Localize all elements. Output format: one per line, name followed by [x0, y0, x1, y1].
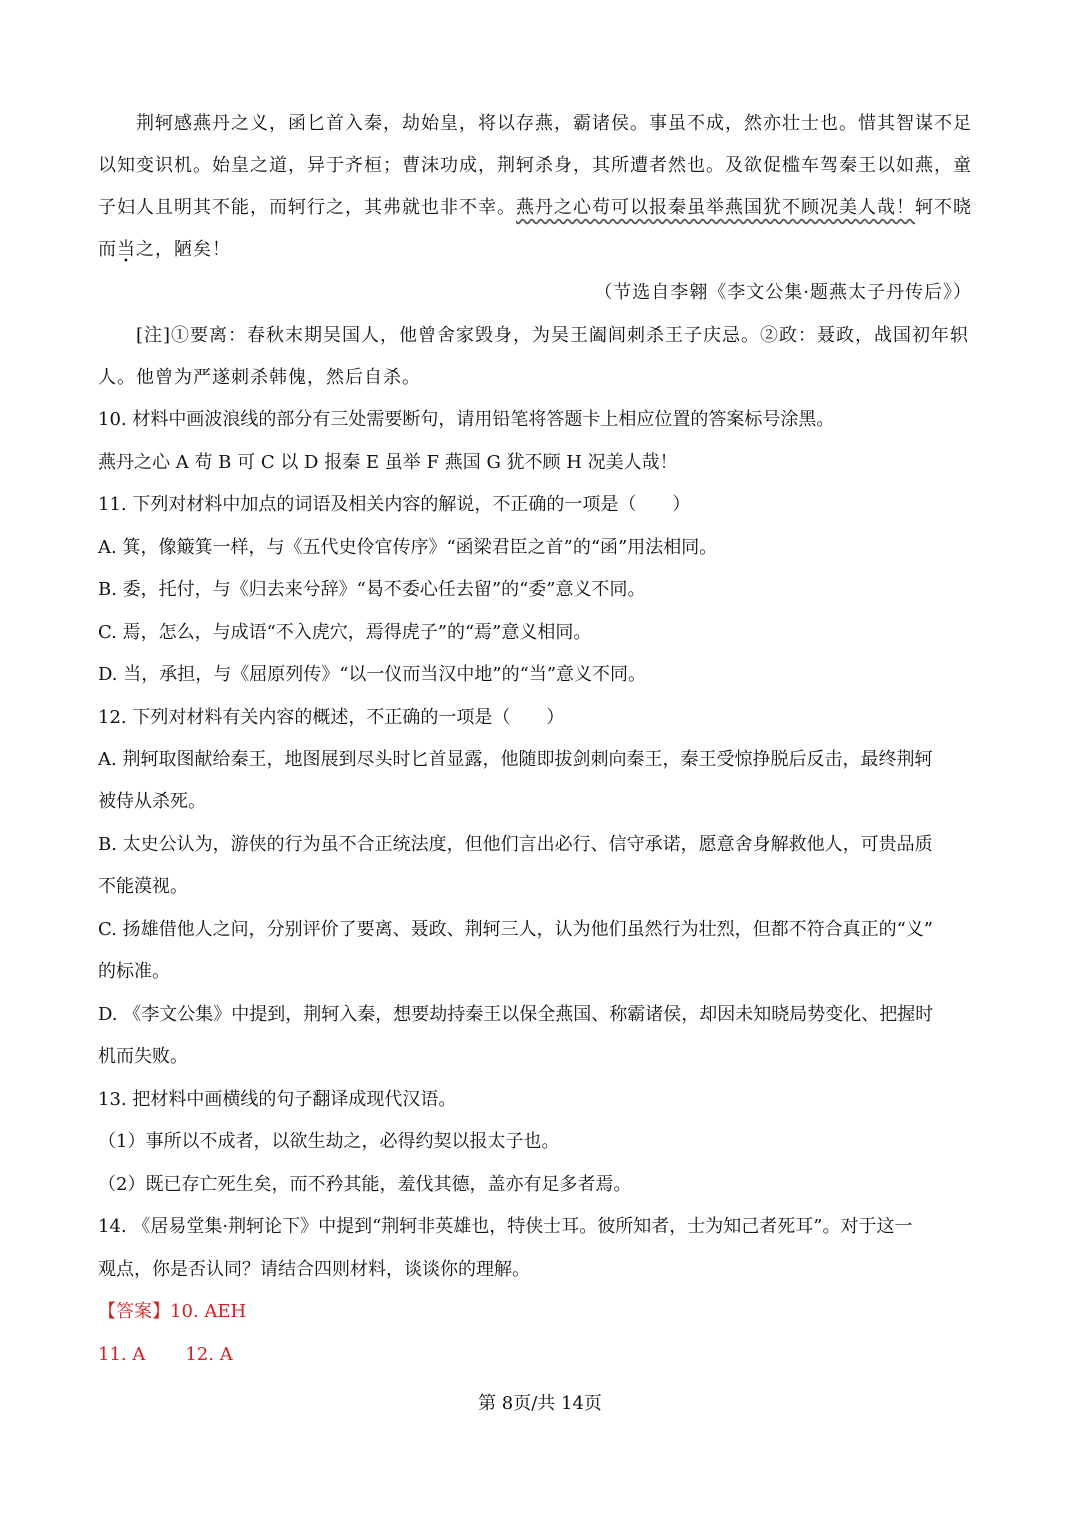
question-10-stem: 10. 材料中画波浪线的部分有三处需要断句，请用铅笔将答题卡上相应位置的答案标号涂黑。 — [98, 409, 835, 430]
question-12-option-b: B. 太史公认为，游侠的行为虽不合正统法度，但他们言出必行、信守承诺，愿意舍身解救他人，可贵品质 — [98, 834, 933, 855]
passage-line-1: 荆轲感燕丹之义，函匕首入秦，劫始皇，将以存燕，霸诸侯。事虽不成，然亦壮士也。惜其智谋不足 — [136, 113, 972, 134]
question-12-option-a: A. 荆轲取图献给秦王，地图展到尽头时匕首显露，他随即拔剑刺向秦王，秦王受惊挣脱后反击，最终荆轲 — [98, 749, 933, 770]
note-line-2: 人。他曾为严遂刺杀韩傀，然后自杀。 — [98, 367, 421, 388]
passage-source: （节选自李翱《李文公集·题燕太子丹传后》） — [594, 282, 972, 303]
question-11-stem: 11. 下列对材料中加点的词语及相关内容的解说，不正确的一项是（ ） — [98, 494, 691, 515]
question-12-option-c: C. 扬雄借他人之问，分别评价了要离、聂政、荆轲三人，认为他们虽然行为壮烈，但都不符合真正的“义” — [98, 919, 933, 940]
passage-line-2: 以知变识机。始皇之道，异于齐桓；曹沫功成，荆轲杀身，其所遭者然也。及欲促槛车驾秦王以如燕，童 — [98, 155, 972, 176]
passage-text: 而 — [98, 239, 117, 260]
question-12-option-a-cont: 被侍从杀死。 — [98, 791, 206, 812]
answer-q10: 10. AEH — [170, 1301, 247, 1322]
question-13-stem: 13. 把材料中画横线的句子翻译成现代汉语。 — [98, 1089, 457, 1110]
question-11-option-b: B. 委，托付，与《归去来兮辞》“曷不委心任去留”的“委”意义不同。 — [98, 579, 646, 600]
wavy-underlined-sentence: 燕丹之心苟可以报秦虽举燕国犹不顾况美人哉！ — [516, 197, 915, 218]
answer-line-1 — [98, 1300, 246, 1324]
question-13-sentence-2: （2）既已存亡死生矣，而不矜其能，羞伐其德，盖亦有足多者焉。 — [98, 1174, 632, 1195]
question-12-option-d: D. 《李文公集》中提到，荆轲入秦，想要劫持秦王以保全燕国、称霸诸侯，却因未知晓局势变化、把握时 — [98, 1004, 934, 1025]
passage-line-3 — [98, 196, 972, 220]
note-line-1: [注]①要离：春秋末期吴国人，他曾舍家毁身，为吴王阖闾刺杀王子庆忌。②政：聂政，战国初年轵 — [136, 325, 970, 346]
answer-q11: 11. A — [98, 1344, 146, 1365]
question-12-option-c-cont: 的标准。 — [98, 961, 170, 982]
question-12-option-d-cont: 机而失败。 — [98, 1046, 188, 1067]
question-11-option-d: D. 当，承担，与《屈原列传》“以一仪而当汉中地”的“当”意义不同。 — [98, 664, 647, 685]
question-13-sentence-1: （1）事所以不成者，以欲生劫之，必得约契以报太子也。 — [98, 1131, 560, 1152]
answer-line-2 — [98, 1343, 233, 1367]
question-14-line-2: 观点，你是否认同？请结合四则材料，谈谈你的理解。 — [98, 1259, 530, 1280]
passage-line-4 — [98, 238, 231, 262]
question-12-stem: 12. 下列对材料有关内容的概述，不正确的一项是（ ） — [98, 707, 565, 728]
question-11-option-a: A. 箕，像簸箕一样，与《五代史伶官传序》“函梁君臣之首”的“函”用法相同。 — [98, 537, 718, 558]
answer-q12: 12. A — [185, 1344, 233, 1365]
passage-text: 之，陋矣！ — [136, 239, 231, 260]
dotted-word: 当 — [117, 239, 136, 260]
question-12-option-b-cont: 不能漠视。 — [98, 876, 188, 897]
page-number: 第 8页/共 14页 — [478, 1393, 602, 1414]
question-14-line-1: 14. 《居易堂集·荆轲论下》中提到“荆轲非英雄也，特侠士耳。彼所知者，士为知己者死耳”。对于这一 — [98, 1216, 913, 1237]
passage-text: 子妇人且明其不能，而轲行之，其弗就也非不幸。 — [98, 197, 516, 218]
question-11-option-c: C. 焉，怎么，与成语“不入虎穴，焉得虎子”的“焉”意义相同。 — [98, 622, 592, 643]
question-10-text: 燕丹之心 A 苟 B 可 C 以 D 报秦 E 虽举 F 燕国 G 犹不顾 H 况美人哉！ — [98, 452, 678, 473]
answer-label: 【答案】 — [98, 1301, 170, 1322]
passage-text: 轲不晓 — [915, 197, 972, 218]
